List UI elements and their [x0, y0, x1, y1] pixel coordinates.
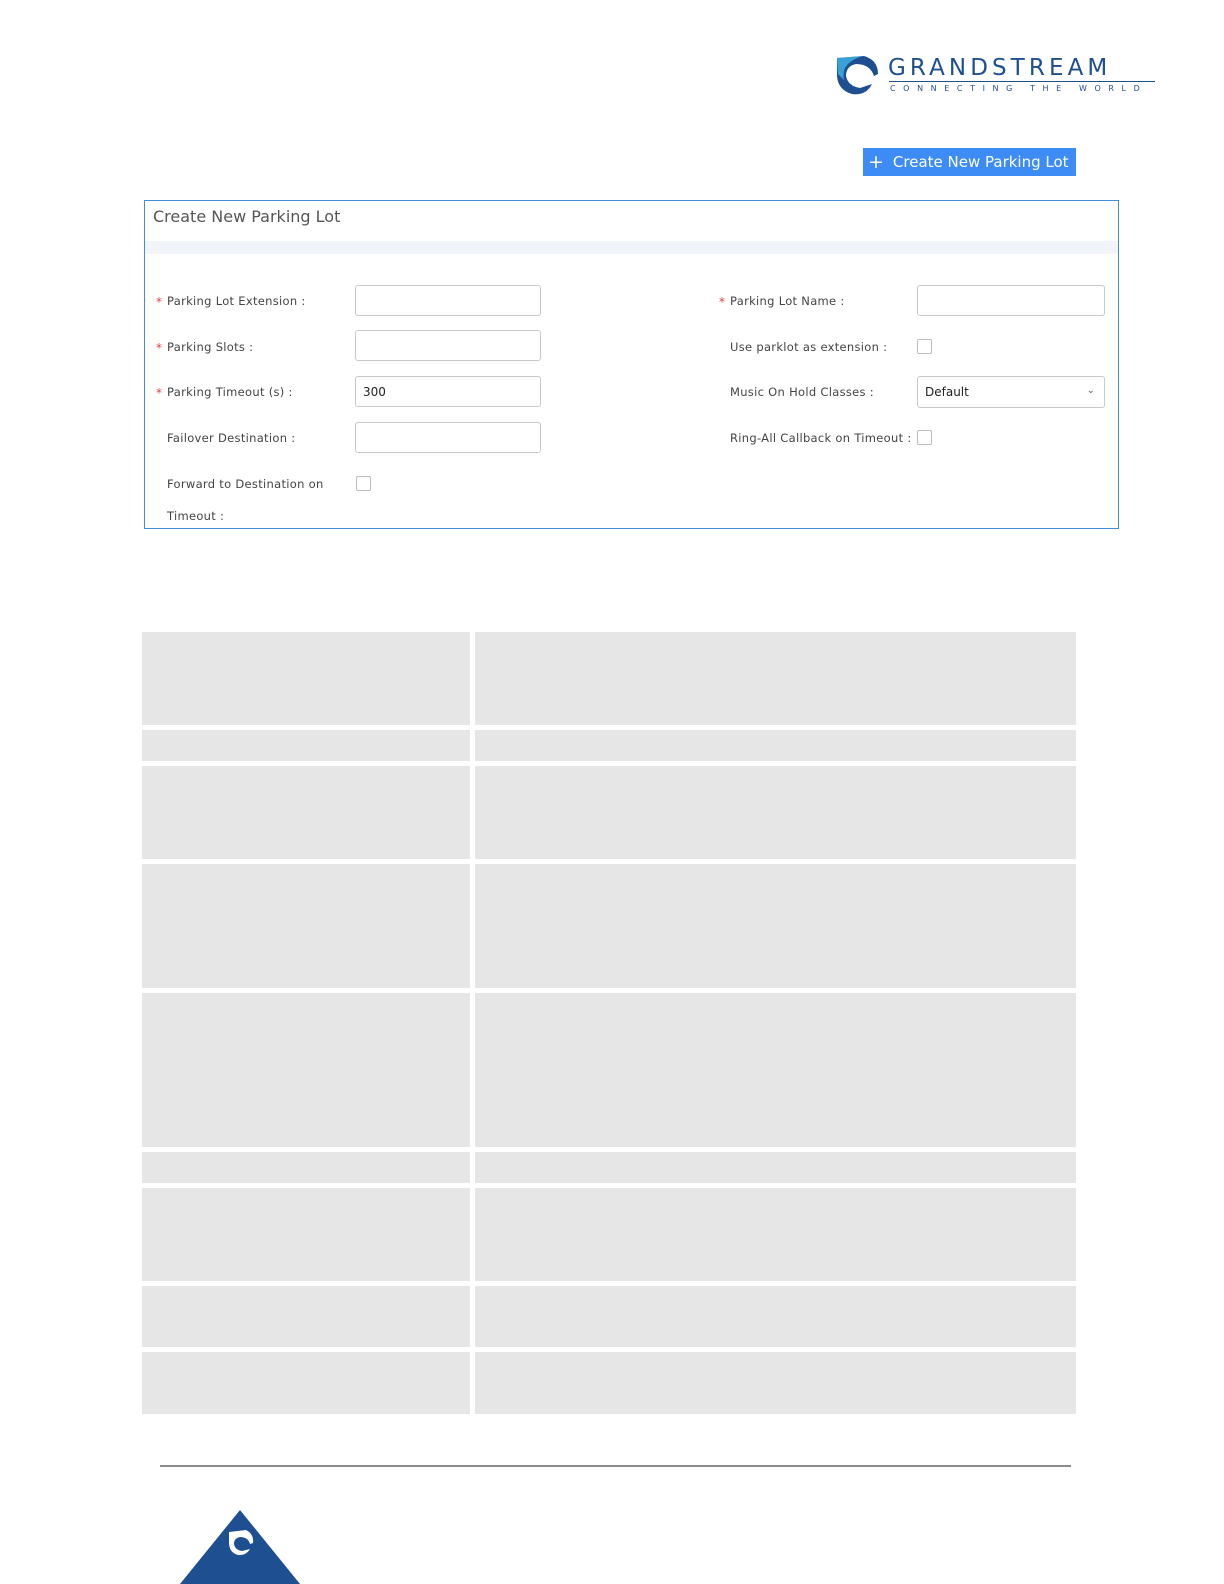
- footer-divider: [160, 1465, 1071, 1467]
- logo-divider: [889, 81, 1155, 82]
- table-cell: [142, 730, 470, 761]
- create-new-parking-lot-button[interactable]: [863, 148, 1076, 176]
- forward-on-timeout-label-line2: Timeout :: [167, 509, 225, 523]
- grandstream-logo-icon: [834, 54, 880, 96]
- logo-name: GRANDSTREAM: [888, 55, 1112, 81]
- table-cell: [475, 766, 1076, 859]
- logo-tagline: CONNECTING THE WORLD: [890, 84, 1148, 93]
- parking-lot-extension-label: * Parking Lot Extension :: [156, 294, 306, 309]
- required-marker: *: [156, 341, 163, 355]
- table-cell: [142, 766, 470, 859]
- parking-slots-label: * Parking Slots :: [156, 340, 254, 355]
- failover-destination-label: Failover Destination :: [167, 431, 296, 445]
- use-parklot-as-extension-label: Use parklot as extension :: [730, 340, 888, 354]
- table-cell: [475, 864, 1076, 988]
- table-cell: [475, 730, 1076, 761]
- table-cell: [142, 1286, 470, 1347]
- parking-timeout-label: * Parking Timeout (s) :: [156, 385, 293, 400]
- table-cell: [475, 1152, 1076, 1183]
- parking-slots-input[interactable]: [355, 330, 541, 361]
- table-cell: [475, 1352, 1076, 1414]
- create-button-label: Create New Parking Lot: [892, 153, 1069, 171]
- forward-on-timeout-checkbox[interactable]: [356, 476, 371, 491]
- create-parking-lot-dialog: [144, 200, 1119, 529]
- required-marker: *: [156, 386, 163, 400]
- table-cell: [142, 993, 470, 1147]
- ring-all-callback-label: Ring-All Callback on Timeout :: [730, 431, 912, 445]
- dialog-title: Create New Parking Lot: [153, 207, 341, 226]
- parking-timeout-input[interactable]: [355, 376, 541, 407]
- required-marker: *: [719, 295, 726, 309]
- table-cell: [475, 1286, 1076, 1347]
- table-cell: [475, 993, 1076, 1147]
- parking-lot-name-label: * Parking Lot Name :: [719, 294, 845, 309]
- table-cell: [142, 632, 470, 725]
- table-cell: [142, 1152, 470, 1183]
- music-on-hold-select[interactable]: [917, 376, 1105, 408]
- use-parklot-as-extension-checkbox[interactable]: [917, 339, 932, 354]
- parking-lot-name-input[interactable]: [917, 285, 1105, 316]
- dialog-header-strip: [145, 241, 1118, 254]
- plus-icon: +: [868, 150, 884, 173]
- grandstream-footer-icon: [180, 1510, 300, 1584]
- chevron-down-icon: ⌄: [1086, 385, 1095, 396]
- failover-destination-input[interactable]: [355, 422, 541, 453]
- music-on-hold-selected: Default: [925, 385, 969, 399]
- ring-all-callback-checkbox[interactable]: [917, 430, 932, 445]
- table-cell: [475, 632, 1076, 725]
- music-on-hold-label: Music On Hold Classes :: [730, 385, 874, 399]
- required-marker: *: [156, 295, 163, 309]
- table-cell: [142, 864, 470, 988]
- parking-lot-extension-input[interactable]: [355, 285, 541, 316]
- forward-on-timeout-label-line1: Forward to Destination on: [167, 477, 324, 491]
- table-cell: [475, 1188, 1076, 1281]
- table-cell: [142, 1188, 470, 1281]
- grandstream-logo: [834, 54, 1156, 98]
- table-cell: [142, 1352, 470, 1414]
